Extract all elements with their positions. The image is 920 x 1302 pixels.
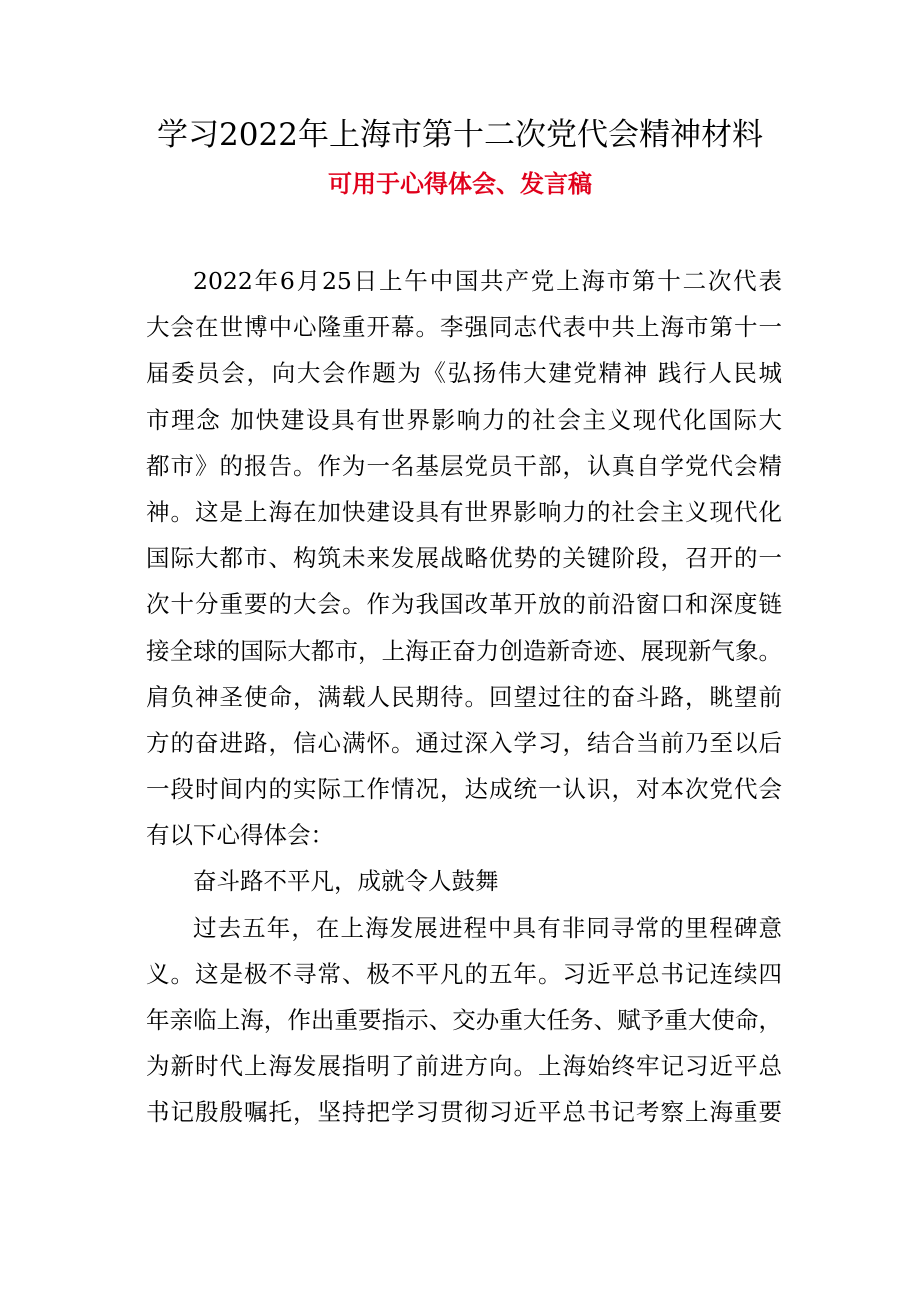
body-line: 都市》的报告。作为一名基层党员干部，认真自学党代会精 — [146, 451, 782, 480]
body-line: 年亲临上海，作出重要指示、交办重大任务、赋予重大使命， — [146, 1006, 782, 1034]
document-title: 学习2022年上海市第十二次党代会精神材料 — [157, 117, 763, 153]
body-line: 肩负神圣使命，满载人民期待。回望过往的奋斗路，眺望前 — [146, 682, 782, 711]
body-line: 义。这是极不寻常、极不平凡的五年。习近平总书记连续四 — [146, 959, 782, 988]
body-line: 为新时代上海发展指明了前进方向。上海始终牢记习近平总 — [146, 1052, 782, 1081]
section-heading: 奋斗路不平凡，成就令人鼓舞 — [193, 867, 499, 896]
body-line: 国际大都市、构筑未来发展战略优势的关键阶段，召开的一 — [146, 544, 782, 573]
body-line: 神。这是上海在加快建设具有世界影响力的社会主义现代化 — [146, 497, 782, 526]
body-line: 大会在世博中心隆重开幕。李强同志代表中共上海市第十一 — [146, 313, 782, 342]
body-line: 届委员会，向大会作题为《弘扬伟大建党精神 践行人民城 — [146, 359, 782, 388]
document-body — [146, 258, 782, 1136]
body-line: 有以下心得体会： — [146, 821, 334, 850]
body-line: 接全球的国际大都市，上海正奋力创造新奇迹、展现新气象。 — [146, 636, 782, 665]
body-line: 市理念 加快建设具有世界影响力的社会主义现代化国际大 — [146, 405, 782, 434]
body-line: 次十分重要的大会。作为我国改革开放的前沿窗口和深度链 — [146, 590, 782, 619]
body-line: 一段时间内的实际工作情况，达成统一认识，对本次党代会 — [146, 775, 782, 804]
body-line: 方的奋进路，信心满怀。通过深入学习，结合当前乃至以后 — [146, 728, 782, 757]
body-line: 2022年6月25日上午中国共产党上海市第十二次代表 — [193, 267, 782, 295]
body-line: 过去五年，在上海发展进程中具有非同寻常的里程碑意 — [193, 913, 782, 942]
body-line: 书记殷殷嘱托，坚持把学习贯彻习近平总书记考察上海重要 — [146, 1098, 782, 1127]
document-subtitle: 可用于心得体会、发言稿 — [328, 170, 592, 198]
